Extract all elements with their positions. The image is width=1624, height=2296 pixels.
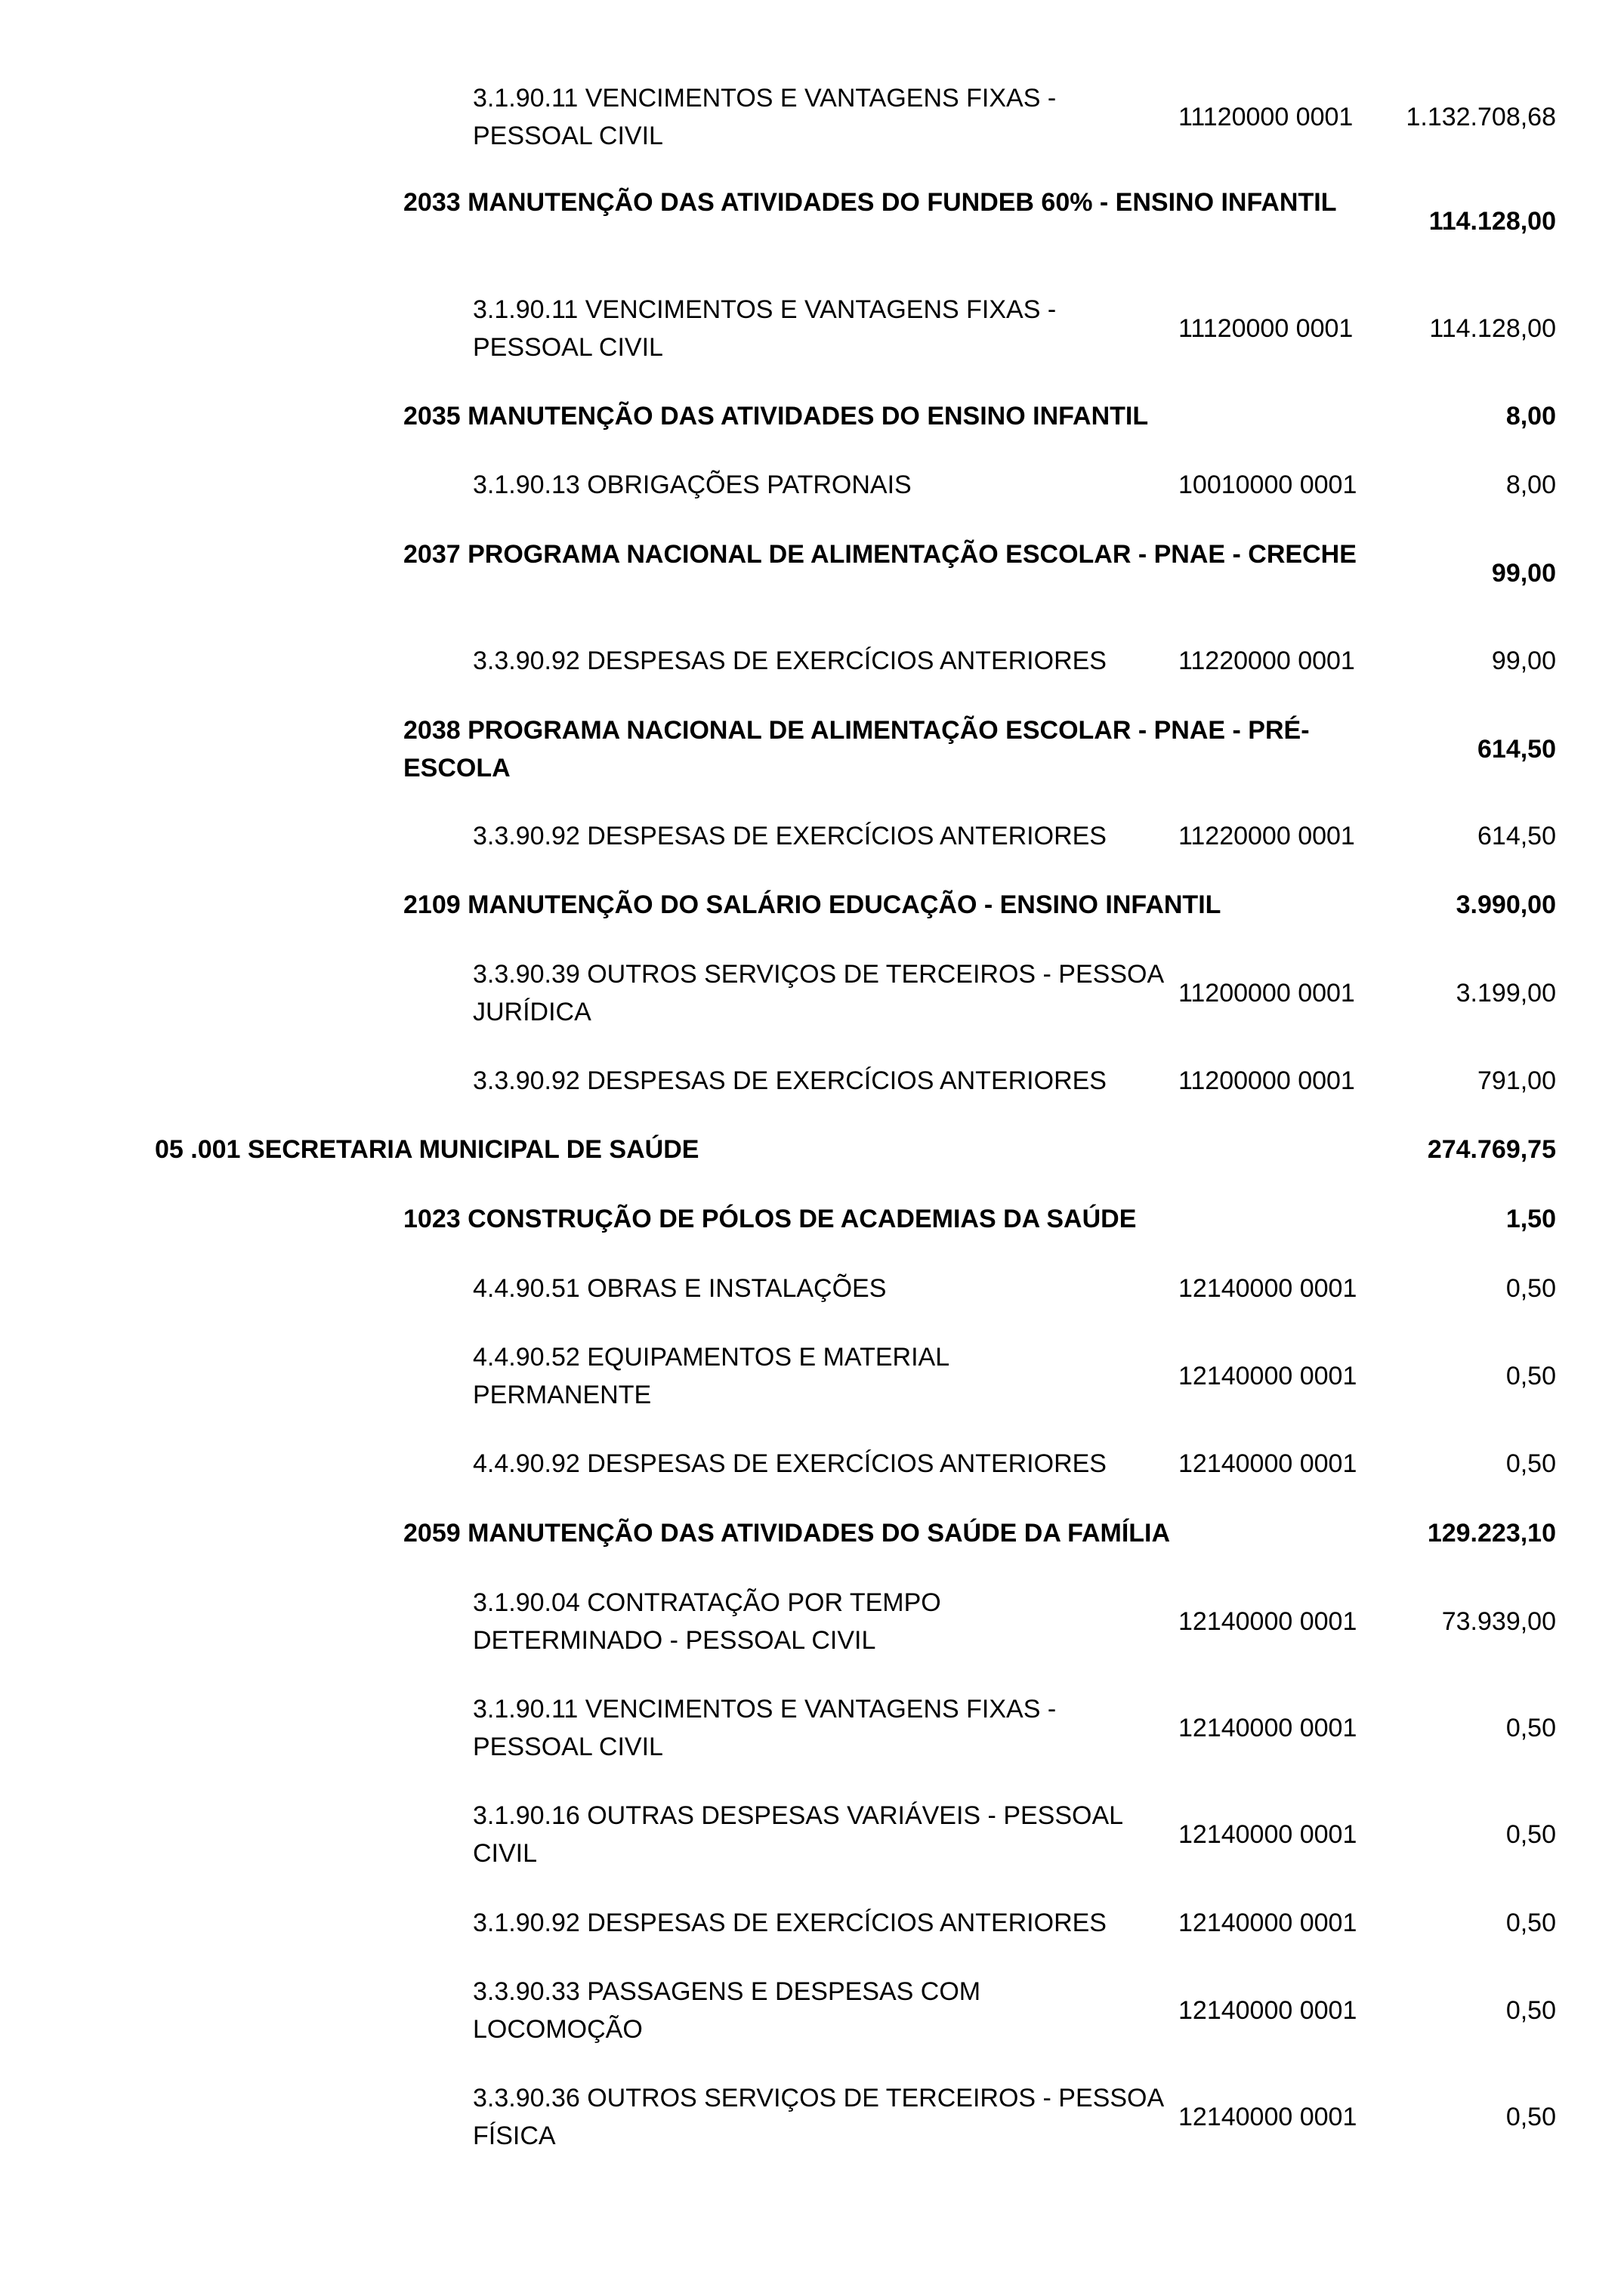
action-amount: 129.223,10 [1427, 1519, 1556, 1548]
action-description: 2059 MANUTENÇÃO DAS ATIVIDADES DO SAÚDE DA FAMÍLIA [403, 1519, 1171, 1548]
element-source-code: 12140000 0001 [1178, 1607, 1357, 1636]
budget-action-row [0, 184, 1624, 259]
element-source-code: 12140000 0001 [1178, 1714, 1357, 1742]
budget-element-row [0, 1338, 1624, 1414]
budget-element-row [0, 1270, 1624, 1307]
unit-amount: 274.769,75 [1427, 1135, 1556, 1164]
budget-action-row [0, 1200, 1624, 1238]
budget-element-row [0, 1973, 1624, 2048]
budget-action-row [0, 1514, 1624, 1552]
element-source-code: 12140000 0001 [1178, 1996, 1357, 2025]
element-amount: 0,50 [1505, 1909, 1556, 1937]
element-description: 3.1.90.13 OBRIGAÇÕES PATRONAIS [473, 471, 912, 499]
budget-element-row [0, 1062, 1624, 1100]
element-source-code: 11120000 0001 [1178, 314, 1354, 343]
budget-action-row [0, 535, 1624, 611]
element-source-code: 12140000 0001 [1178, 1362, 1357, 1390]
budget-element-row [0, 291, 1624, 366]
action-description: 2035 MANUTENÇÃO DAS ATIVIDADES DO ENSINO INFANTIL [403, 402, 1149, 430]
budget-element-row [0, 1690, 1624, 1766]
element-source-code: 11120000 0001 [1178, 103, 1354, 131]
element-amount: 0,50 [1505, 1820, 1556, 1849]
element-description: 4.4.90.51 OBRAS E INSTALAÇÕES [473, 1274, 887, 1303]
element-source-code: 12140000 0001 [1178, 1274, 1357, 1303]
budget-element-row [0, 1797, 1624, 1872]
budget-element-row [0, 2079, 1624, 2155]
unit-description: 05 .001 SECRETARIA MUNICIPAL DE SAÚDE [155, 1135, 699, 1164]
element-source-code: 11200000 0001 [1178, 979, 1355, 1008]
action-description: 2033 MANUTENÇÃO DAS ATIVIDADES DO FUNDEB 60% - ENSINO INFANTIL [403, 188, 1337, 217]
action-amount: 614,50 [1477, 735, 1556, 764]
element-source-code: 12140000 0001 [1178, 2103, 1357, 2131]
element-amount: 0,50 [1505, 1996, 1556, 2025]
element-description: 3.1.90.16 OUTRAS DESPESAS VARIÁVEIS - PESSOAL CIVIL [473, 1801, 1122, 1868]
element-description: 3.3.90.36 OUTROS SERVIÇOS DE TERCEIROS - PESSOA FÍSICA [473, 2084, 1163, 2150]
element-source-code: 12140000 0001 [1178, 1449, 1357, 1478]
element-amount: 73.939,00 [1441, 1607, 1556, 1636]
element-description: 3.1.90.11 VENCIMENTOS E VANTAGENS FIXAS - PESSOAL CIVIL [473, 295, 1057, 362]
element-source-code: 11220000 0001 [1178, 647, 1355, 675]
budget-action-row [0, 711, 1624, 787]
element-description: 3.3.90.92 DESPESAS DE EXERCÍCIOS ANTERIORES [473, 647, 1107, 675]
element-amount: 3.199,00 [1456, 979, 1556, 1008]
element-amount: 0,50 [1505, 1274, 1556, 1303]
element-description: 3.1.90.92 DESPESAS DE EXERCÍCIOS ANTERIORES [473, 1909, 1107, 1937]
budget-action-row [0, 397, 1624, 435]
budget-unit-row [0, 1131, 1624, 1168]
element-amount: 8,00 [1505, 471, 1556, 499]
element-amount: 0,50 [1505, 2103, 1556, 2131]
element-description: 3.3.90.33 PASSAGENS E DESPESAS COM LOCOMOÇÃO [473, 1977, 981, 2044]
element-description: 4.4.90.92 DESPESAS DE EXERCÍCIOS ANTERIORES [473, 1449, 1107, 1478]
element-description: 3.1.90.11 VENCIMENTOS E VANTAGENS FIXAS - PESSOAL CIVIL [473, 84, 1057, 150]
element-description: 3.1.90.04 CONTRATAÇÃO POR TEMPO DETERMINADO - PESSOAL CIVIL [473, 1588, 941, 1655]
action-amount: 1,50 [1505, 1205, 1556, 1233]
element-source-code: 12140000 0001 [1178, 1909, 1357, 1937]
element-source-code: 11200000 0001 [1178, 1066, 1355, 1095]
element-amount: 99,00 [1491, 647, 1556, 675]
action-description: 2038 PROGRAMA NACIONAL DE ALIMENTAÇÃO ESCOLAR - PNAE - PRÉ-ESCOLA [403, 716, 1310, 782]
element-amount: 0,50 [1505, 1362, 1556, 1390]
action-amount: 3.990,00 [1456, 890, 1556, 919]
budget-element-row [0, 1904, 1624, 1942]
element-amount: 0,50 [1505, 1714, 1556, 1742]
action-description: 1023 CONSTRUÇÃO DE PÓLOS DE ACADEMIAS DA SAÚDE [403, 1205, 1137, 1233]
element-amount: 114.128,00 [1429, 314, 1556, 343]
budget-element-row [0, 955, 1624, 1031]
budget-element-row [0, 466, 1624, 504]
budget-element-row [0, 79, 1624, 155]
element-source-code: 12140000 0001 [1178, 1820, 1357, 1849]
element-amount: 614,50 [1477, 822, 1556, 850]
action-amount: 114.128,00 [1428, 207, 1556, 236]
action-amount: 8,00 [1505, 402, 1556, 430]
action-description: 2109 MANUTENÇÃO DO SALÁRIO EDUCAÇÃO - ENSINO INFANTIL [403, 890, 1221, 919]
element-amount: 791,00 [1477, 1066, 1556, 1095]
budget-element-row [0, 1584, 1624, 1659]
element-description: 3.1.90.11 VENCIMENTOS E VANTAGENS FIXAS - PESSOAL CIVIL [473, 1695, 1057, 1761]
element-amount: 0,50 [1505, 1449, 1556, 1478]
budget-element-row [0, 817, 1624, 855]
action-amount: 99,00 [1491, 559, 1556, 588]
budget-element-row [0, 1445, 1624, 1483]
budget-action-row [0, 886, 1624, 924]
action-description: 2037 PROGRAMA NACIONAL DE ALIMENTAÇÃO ESCOLAR - PNAE - CRECHE [403, 540, 1357, 569]
element-amount: 1.132.708,68 [1406, 103, 1556, 131]
element-source-code: 11220000 0001 [1178, 822, 1355, 850]
element-description: 4.4.90.52 EQUIPAMENTOS E MATERIAL PERMANENTE [473, 1343, 949, 1409]
element-description: 3.3.90.39 OUTROS SERVIÇOS DE TERCEIROS - PESSOA JURÍDICA [473, 960, 1163, 1026]
element-description: 3.3.90.92 DESPESAS DE EXERCÍCIOS ANTERIORES [473, 822, 1107, 850]
budget-element-row [0, 642, 1624, 680]
element-source-code: 10010000 0001 [1178, 471, 1357, 499]
element-description: 3.3.90.92 DESPESAS DE EXERCÍCIOS ANTERIORES [473, 1066, 1107, 1095]
